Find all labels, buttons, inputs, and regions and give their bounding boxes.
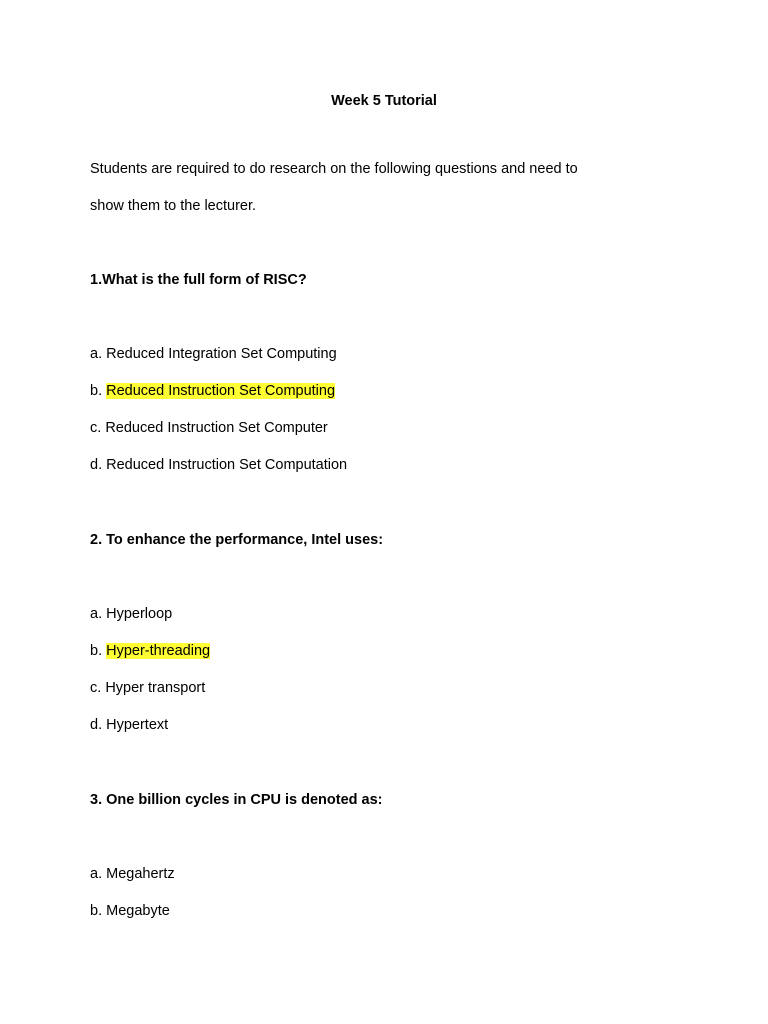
q3-option-a — [90, 865, 175, 883]
q1-option-d — [90, 456, 347, 474]
q2-option-a — [90, 605, 172, 623]
q1-option-a — [90, 345, 337, 363]
intro-line-2: show them to the lecturer. — [90, 198, 257, 214]
option-prefix: b. — [90, 903, 107, 919]
intro-line-1: Students are required to do research on the following questions and need to — [90, 161, 578, 177]
question-3: 3. One billion cycles in CPU is denoted as: — [90, 792, 383, 808]
option-text: Megabyte — [106, 903, 170, 919]
q1-option-b — [90, 382, 335, 400]
option-text: Reduced Instruction Set Computer — [105, 420, 328, 436]
document-title: Week 5 Tutorial — [331, 93, 437, 109]
option-prefix: b. — [90, 643, 107, 659]
q2-option-d — [90, 716, 168, 734]
option-prefix: d. — [90, 717, 107, 733]
option-text: Hypertext — [106, 717, 169, 733]
question-1: 1.What is the full form of RISC? — [90, 272, 307, 288]
question-2: 2. To enhance the performance, Intel uses: — [90, 532, 384, 548]
option-prefix: b. — [90, 383, 107, 399]
option-text: Reduced Instruction Set Computation — [106, 457, 348, 473]
option-prefix: a. — [90, 606, 107, 622]
q3-option-b — [90, 902, 170, 920]
option-prefix: c. — [90, 680, 106, 696]
q2-option-b — [90, 642, 210, 660]
option-prefix: c. — [90, 420, 106, 436]
option-text: Reduced Integration Set Computing — [106, 346, 337, 362]
option-prefix: d. — [90, 457, 107, 473]
q2-option-c — [90, 679, 205, 697]
option-text: Megahertz — [106, 866, 175, 882]
highlighted-answer: Hyper-threading — [106, 643, 211, 659]
highlighted-answer: Reduced Instruction Set Computing — [106, 383, 336, 399]
option-text: Hyper transport — [105, 680, 206, 696]
option-text: Hyperloop — [106, 606, 173, 622]
option-prefix: a. — [90, 346, 107, 362]
option-prefix: a. — [90, 866, 107, 882]
q1-option-c — [90, 419, 328, 437]
